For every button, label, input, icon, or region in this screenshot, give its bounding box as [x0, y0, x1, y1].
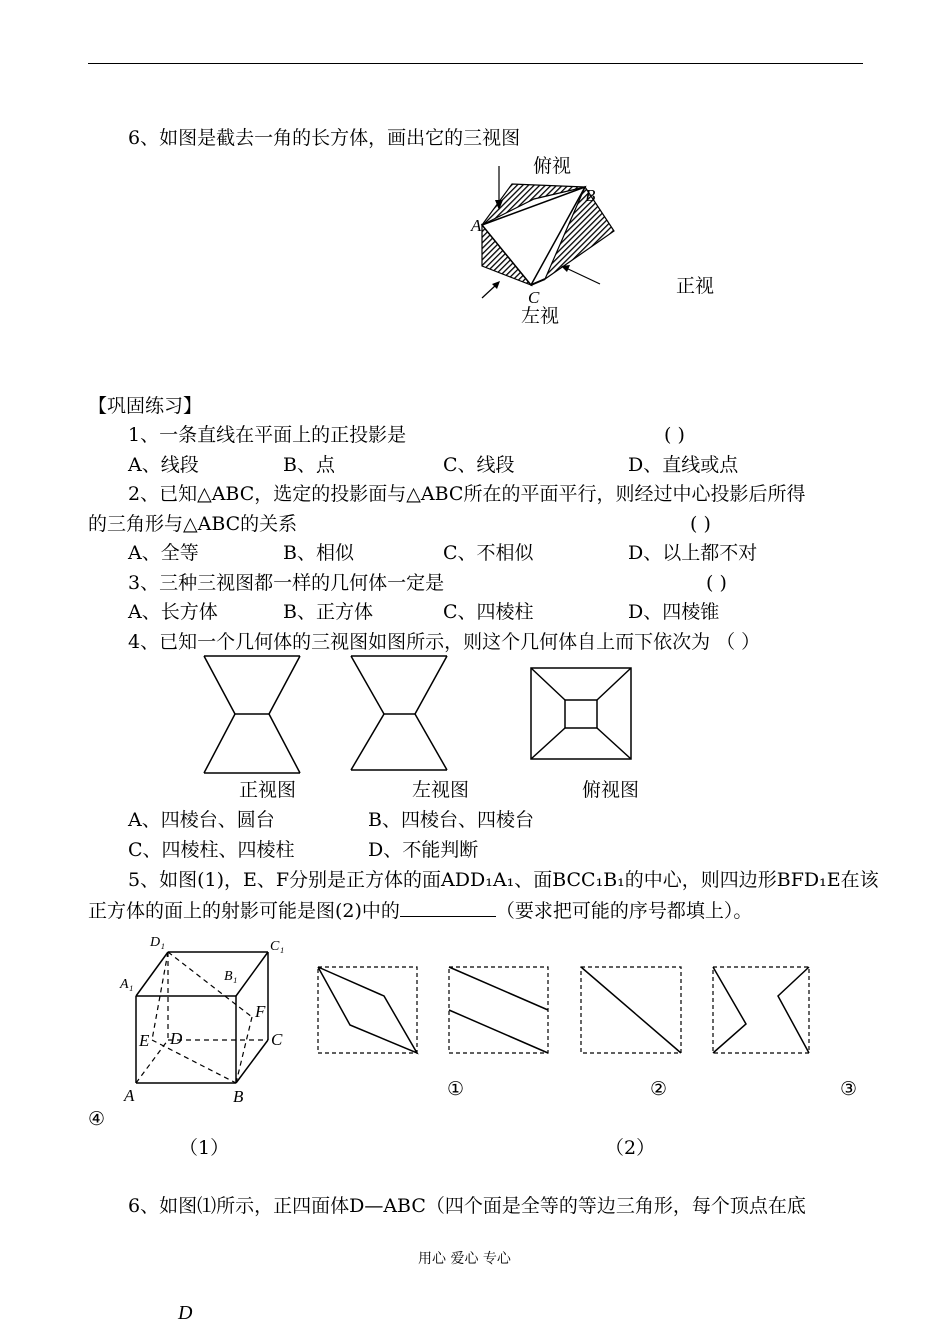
p2-stem-line1: 2、已知△ABC，选定的投影面与△ABC所在的平面平行，则经过中心投影后所得 — [128, 483, 806, 505]
p5-stem-line2-a: 正方体的面上的射影可能是图(2)中的 — [88, 900, 400, 922]
p4-option-a: A、四棱台、圆台 — [128, 809, 275, 831]
cube-label-a: A — [124, 1086, 135, 1105]
p5-figure-1-caption: （1） — [179, 1137, 230, 1159]
p6-text: 6、如图⑴所示，正四面体D—ABC（四个面是全等的等边三角形，每个顶点在底 — [128, 1195, 806, 1217]
p5-stem-line2-b: （要求把可能的序号都填上）。 — [495, 900, 753, 922]
p1-option-d: D、直线或点 — [628, 454, 739, 476]
cube-label-c: C — [271, 1030, 283, 1049]
top-view-drawing — [531, 668, 631, 759]
front-view-drawing — [204, 656, 300, 773]
p5-figures — [115, 930, 825, 1110]
p4-label-front: 正视图 — [239, 779, 297, 801]
cube-label-d1: D₁ — [150, 935, 165, 950]
cube-label-d: D — [170, 1029, 183, 1048]
three-view-figure — [195, 650, 655, 780]
cube-label-c1: C₁ — [270, 939, 285, 954]
p2-option-d: D、以上都不对 — [628, 542, 758, 564]
p5-figure-2-caption: （2） — [605, 1137, 656, 1159]
p1-option-b: B、点 — [283, 454, 335, 476]
point-c: C — [528, 288, 540, 307]
truncated-cuboid-figure — [460, 160, 640, 310]
q6-label-left-view: 左视 — [521, 305, 560, 327]
p2-option-a: A、全等 — [128, 542, 199, 564]
projection-option-4 — [713, 967, 809, 1053]
p4-option-c: C、四棱柱、四棱柱 — [128, 839, 295, 861]
point-b: B — [585, 186, 596, 205]
side-view-drawing — [351, 656, 447, 770]
p2-answer-bracket: ( ) — [690, 513, 711, 535]
q6-label-front-view: 正视 — [676, 275, 715, 297]
projection-option-2 — [449, 967, 548, 1053]
p4-option-b: B、四棱台、四棱台 — [368, 809, 534, 831]
p4-label-side: 左视图 — [412, 779, 470, 801]
bottom-figure-label-d: D — [178, 1302, 193, 1324]
p1-stem: 1、一条直线在平面上的正投影是 — [128, 424, 407, 446]
cube-label-b1: B₁ — [224, 969, 238, 984]
p3-option-c: C、四棱柱 — [443, 601, 534, 623]
p1-answer-bracket: ( ) — [664, 424, 685, 446]
p1-option-c: C、线段 — [443, 454, 515, 476]
q6-text: 6、如图是截去一角的长方体，画出它的三视图 — [128, 127, 521, 149]
front-view-arrowhead — [561, 265, 570, 272]
p4-stem: 4、已知一个几何体的三视图如图所示，则这个几何体自上而下依次为 （ ） — [128, 631, 761, 653]
p3-answer-bracket: ( ) — [706, 572, 727, 594]
cube-figure — [136, 952, 268, 1083]
p3-option-d: D、四棱锥 — [628, 601, 720, 623]
p5-stem-line2 — [88, 898, 752, 923]
cube-label-a1: A₁ — [120, 977, 134, 992]
point-a: A — [471, 216, 482, 235]
p2-option-c: C、不相似 — [443, 542, 534, 564]
q6-label-top-view: 俯视 — [533, 155, 572, 177]
p5-option-num-1: ① — [447, 1078, 465, 1100]
p2-option-b: B、相似 — [283, 542, 354, 564]
cube-label-e: E — [139, 1031, 150, 1050]
front-view-arrow — [566, 268, 600, 284]
p5-option-num-4: ④ — [88, 1108, 106, 1130]
p3-stem: 3、三种三视图都一样的几何体一定是 — [128, 572, 445, 594]
p1-option-a: A、线段 — [128, 454, 199, 476]
left-view-arrow — [482, 285, 496, 298]
projection-option-3 — [581, 967, 681, 1053]
p5-stem-line1: 5、如图(1)，E、F分别是正方体的面ADD₁A₁、面BCC₁B₁的中心，则四边形BFD₁E在该 — [128, 869, 879, 891]
p3-option-a: A、长方体 — [128, 601, 218, 623]
projection-option-1 — [318, 967, 417, 1053]
cube-label-f: F — [255, 1002, 266, 1021]
p2-stem-line2: 的三角形与△ABC的关系 — [88, 513, 298, 535]
page-footer: 用心 爱心 专心 — [418, 1251, 511, 1267]
p3-option-b: B、正方体 — [283, 601, 373, 623]
p5-option-num-3: ③ — [840, 1078, 858, 1100]
p4-label-top: 俯视图 — [582, 779, 640, 801]
header-rule — [88, 63, 863, 64]
section-title: 【巩固练习】 — [88, 395, 203, 417]
p4-option-d: D、不能判断 — [368, 839, 479, 861]
cube-label-b: B — [233, 1087, 244, 1106]
p5-option-num-2: ② — [650, 1078, 668, 1100]
p5-answer-blank[interactable] — [400, 898, 496, 917]
